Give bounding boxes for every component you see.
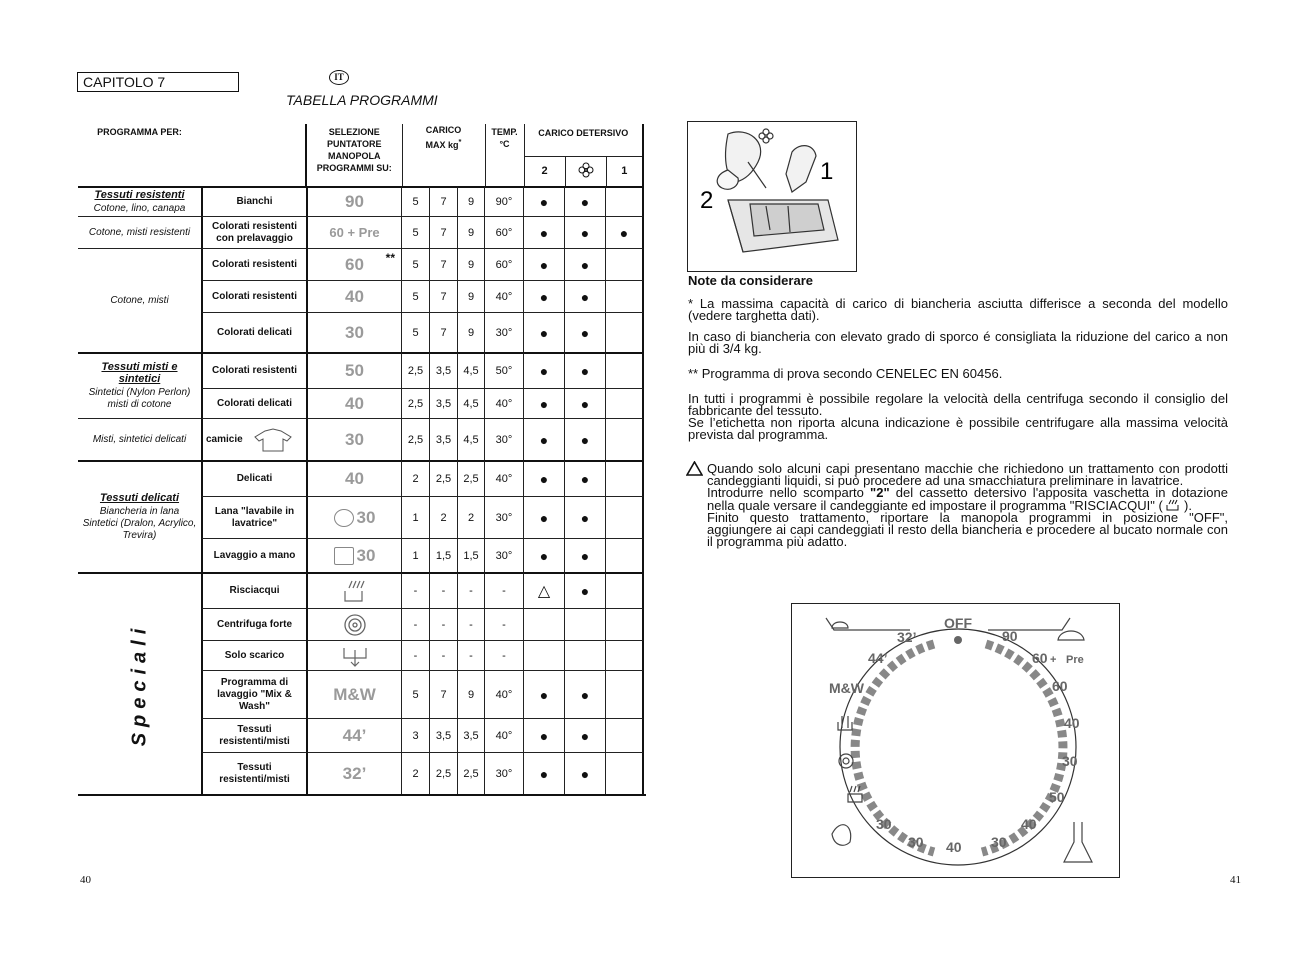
hand-wash-icon [334,547,354,565]
fabric-label: Colorati resistenti [211,365,298,376]
load-max: 2,5 [458,460,485,496]
dial-40: 40 [1064,715,1080,731]
category-7 [78,572,201,794]
header-load: CARICO MAX kg* [402,124,485,186]
figure-label-2: 2 [700,187,714,214]
selection-cell [306,496,402,538]
temperature: 30° [485,752,524,794]
selection-cell [306,312,402,352]
detergent-1 [606,718,644,752]
dial-90: 90 [1002,628,1018,644]
detergent-flower: ● [565,460,606,496]
category-title: Tessuti misti e sintetici [101,361,178,385]
program-dial-diagram [791,603,1120,878]
load-max: - [458,640,485,670]
fabric-cell [201,280,306,312]
category-text: Sintetici (Nylon Perlon) misti di cotone [88,387,191,410]
load-mid: - [430,640,458,670]
fabric-cell [201,186,306,216]
fabric-cell [201,496,306,538]
fabric-cell [201,312,306,352]
header-selection: SELEZIONE PUNTATORE MANOPOLA PROGRAMMI SU: [306,124,402,186]
load-max: - [458,608,485,640]
detergent-2: ● [524,538,565,572]
dial-40b: 40 [1021,816,1037,832]
fabric-label: Risciacqui [229,585,280,596]
detergent-2: ● [524,460,565,496]
category-5 [78,418,201,460]
dial-position: 40 [345,469,364,488]
load-min: 3 [402,718,430,752]
load-max: - [458,572,485,608]
fabric-label: Colorati delicati [216,326,292,338]
detergent-2: ● [524,280,565,312]
detergent-flower: ● [565,280,606,312]
detergent-2: ● [524,418,565,460]
rinse-icon [342,579,368,603]
fabric-cell [201,418,306,460]
dial-30b: 30 [991,834,1007,850]
language-badge: IT [329,70,349,85]
load-mid: 1,5 [430,538,458,572]
load-min: 1 [402,496,430,538]
dial-30: 30 [1062,753,1078,769]
warning-block: Quando solo alcuni capi presentano macchie che richiedono un trattamento con prodotti candeggianti liquidi, si può procedere ad una smacchiatura preliminare in lavatrice. Introdurre nello scomparto "2" del cassetto detersivo l'apposita vaschetta in dotazione nella quale versare il candeggiante ed impostare il programma "RISCIACQUI" ( ). Finito questo trattamento, riportare la manopola programmi in posizione "OFF", aggiungere ai capi candeggiati il resto della biancheria e procedere al bucato normale con il programma più adatto. [688,463,1228,548]
load-mid: 3,5 [430,418,458,460]
chapter-label: CAPITOLO 7 [77,72,239,92]
detergent-flower: ● [565,538,606,572]
detergent-flower: ● [565,670,606,718]
fabric-label: Tessuti resistenti/misti [219,761,290,785]
load-mid: - [430,608,458,640]
load-min: - [402,608,430,640]
dial-position: 60 [345,254,364,274]
load-max: 9 [458,216,485,248]
flower-icon [565,156,606,186]
detergent-1 [606,608,644,640]
fabric-cell [201,352,306,388]
selection-cell [306,572,402,608]
fabric-cell [201,388,306,418]
dial-position: 50 [345,361,364,380]
detergent-1 [606,640,644,670]
detergent-1 [606,496,644,538]
selection-cell [306,352,402,388]
detergent-flower: ● [565,388,606,418]
category-2 [78,216,201,248]
selection-cell [306,670,402,718]
dial-position: M&W [333,684,376,704]
temperature: 60° [485,248,524,280]
fabric-label: camicie [206,433,243,445]
fabric-cell [201,248,306,280]
table-title: TABELLA PROGRAMMI [286,92,438,108]
load-max: 4,5 [458,418,485,460]
detergent-drawer-illustration [687,121,857,272]
shirt-icon [251,427,295,453]
detergent-flower: ● [565,186,606,216]
page-number-right: 41 [1230,874,1241,886]
dial-60pre: 60 [1032,650,1048,666]
detergent-flower: ● [565,752,606,794]
fabric-label: Colorati delicati [216,397,292,409]
load-max: 9 [458,186,485,216]
header-detergent: CARICO DETERSIVO [524,124,643,156]
category-text: Cotone, lino, canapa [93,203,186,214]
figure-label-1: 1 [820,158,834,185]
selection-cell [306,608,402,640]
load-mid: 7 [430,248,458,280]
dial-32: 32’ [897,629,917,645]
temperature: - [485,572,524,608]
fabric-cell [201,216,306,248]
notes-heading: Note da considerare [688,273,813,288]
detergent-1 [606,670,644,718]
detergent-flower: ● [565,352,606,388]
detergent-flower: ● [565,312,606,352]
category-title: Tessuti resistenti [94,189,185,201]
detergent-flower: ● [565,216,606,248]
load-mid: 7 [430,216,458,248]
dial-pre: Pre [1066,654,1084,666]
category-3 [78,248,201,352]
category-text: Misti, sintetici delicati [92,433,187,445]
program-table [78,124,644,187]
dial-plus: + [1050,654,1057,666]
detergent-2: ● [524,718,565,752]
load-min: 2,5 [402,388,430,418]
detergent-2: ● [524,186,565,216]
load-min: 2,5 [402,352,430,388]
detergent-flower: ● [565,248,606,280]
fabric-label: Lana "lavabile in lavatrice" [214,505,295,529]
detergent-2: ● [524,752,565,794]
fabric-cell [201,670,306,718]
detergent-flower: ● [565,572,606,608]
detergent-1 [606,418,644,460]
dial-position: 40 [345,286,364,306]
dial-position: 60 + Pre [329,225,380,240]
dial-position: 30 [345,429,364,449]
selection-cell [306,418,402,460]
table-bottom-rule [78,794,646,796]
temperature: 50° [485,352,524,388]
dial-50: 50 [1049,789,1065,805]
fabric-label: Bianchi [236,196,273,207]
fabric-cell [201,752,306,794]
load-mid: 7 [430,670,458,718]
detergent-flower: ● [565,418,606,460]
dial-position: 44’ [342,725,367,745]
load-max: 2,5 [458,752,485,794]
selection-cell [306,248,402,280]
detergent-2 [524,572,565,608]
detergent-2: ● [524,312,565,352]
detergent-flower [565,608,606,640]
category-text: Cotone, misti [110,294,169,306]
dial-40c: 40 [946,839,962,855]
fabric-label: Colorati resistenti con prelavaggio [211,220,298,244]
dial-position: 30 [356,545,376,565]
selection-cell [306,718,402,752]
load-mid: 3,5 [430,352,458,388]
detergent-compartment-1: 1 [606,156,643,186]
detergent-2: ● [524,670,565,718]
category-text: Speciali [128,622,151,746]
category-title: Tessuti delicati [99,492,180,504]
test-marker: ** [385,251,395,265]
load-mid: 7 [430,186,458,216]
temperature: 60° [485,216,524,248]
load-mid: 2 [430,496,458,538]
temperature: 90° [485,186,524,216]
category-1 [78,186,201,216]
detergent-compartment-2: 2 [524,156,565,186]
detergent-2: ● [524,352,565,388]
notes-section [688,275,1228,548]
detergent-1 [606,752,644,794]
temperature: - [485,640,524,670]
detergent-1 [606,280,644,312]
load-min: 2 [402,752,430,794]
detergent-1: ● [606,216,644,248]
selection-cell [306,216,402,248]
temperature: - [485,608,524,640]
load-max: 9 [458,312,485,352]
load-mid: 3,5 [430,388,458,418]
detergent-2: ● [524,388,565,418]
fabric-cell [201,460,306,496]
load-max: 9 [458,248,485,280]
load-mid: 7 [430,280,458,312]
load-min: 1 [402,538,430,572]
temperature: 30° [485,538,524,572]
dial-44: 44’ [868,650,888,666]
load-max: 3,5 [458,718,485,752]
fabric-label: Colorati resistenti [211,290,298,302]
fabric-label: Programma di lavaggio "Mix & Wash" [217,676,292,712]
load-max: 9 [458,280,485,312]
selection-cell [306,388,402,418]
table-body [78,186,644,794]
dial-position: 40 [345,393,364,413]
selection-cell [306,460,402,496]
fabric-cell [201,538,306,572]
detergent-2 [524,608,565,640]
detergent-1 [606,186,644,216]
fabric-label: Centrifuga forte [217,618,292,630]
selection-cell [306,752,402,794]
load-max: 1,5 [458,538,485,572]
temperature: 40° [485,388,524,418]
note-dirty: In caso di biancheria con elevato grado di sporco é consigliata la riduzione del carico a non più di 3/4 kg. [688,329,1228,356]
fabric-label: Colorati resistenti [211,258,298,270]
temperature: 30° [485,312,524,352]
load-max: 4,5 [458,388,485,418]
detergent-1 [606,248,644,280]
selection-cell [306,538,402,572]
spin-icon [342,613,368,637]
selection-cell [306,640,402,670]
fabric-label: Tessuti resistenti/misti [219,723,290,747]
category-text: Biancheria in lana Sintetici (Dralon, Acrylico, Trevira) [82,506,197,541]
detergent-1 [606,352,644,388]
fabric-cell [201,640,306,670]
load-min: 5 [402,280,430,312]
note-capacity: * La massima capacità di carico di biancheria asciutta differisce a seconda del modello (vedere targhetta dati). [688,296,1228,323]
detergent-2: ● [524,248,565,280]
dial-position: 30 [345,322,364,342]
note-test: ** Programma di prova secondo CENELEC EN 60456. [688,366,1003,381]
dial-position: 32’ [342,763,367,783]
temperature: 40° [485,670,524,718]
warning-triangle-icon [686,461,703,476]
warning-triangle-icon: △ [537,583,551,600]
drain-icon [342,644,368,668]
page-number-left: 40 [80,874,91,886]
header-temp: TEMP. °C [485,124,524,186]
load-mid: 7 [430,312,458,352]
load-min: 5 [402,312,430,352]
fabric-label: Lavaggio a mano [213,549,296,561]
selection-cell [306,186,402,216]
load-min: 5 [402,186,430,216]
category-6 [78,460,201,572]
detergent-2 [524,640,565,670]
fabric-cell [201,608,306,640]
load-min: 5 [402,670,430,718]
category-4 [78,352,201,418]
dial-mw: M&W [829,680,864,696]
category-text: Cotone, misti resistenti [88,226,191,238]
load-max: 4,5 [458,352,485,388]
dial-60: 60 [1052,678,1068,694]
note-spin: In tutti i programmi è possibile regolare la velocità della centrifuga secondo il consiglio del fabbricante del tessuto. Se l’etichetta non riporta alcuna indicazione è possibile centrifugare alla massima velocità prevista dal programma. [688,391,1228,442]
header-program-for: PROGRAMMA PER: [97,127,182,137]
temperature: 30° [485,496,524,538]
load-min: 5 [402,248,430,280]
dial-position: 30 [356,507,376,527]
temperature: 30° [485,418,524,460]
detergent-flower [565,640,606,670]
load-min: 5 [402,216,430,248]
temperature: 40° [485,718,524,752]
fabric-label: Delicati [236,473,273,484]
detergent-1 [606,388,644,418]
load-min: 2 [402,460,430,496]
detergent-flower: ● [565,496,606,538]
temperature: 40° [485,460,524,496]
load-max: 9 [458,670,485,718]
wool-icon [334,509,354,527]
load-max: 2 [458,496,485,538]
dial-30c: 30 [908,834,924,850]
detergent-1 [606,538,644,572]
load-min: - [402,572,430,608]
detergent-2: ● [524,216,565,248]
selection-cell [306,280,402,312]
load-mid: 2,5 [430,460,458,496]
load-mid: 3,5 [430,718,458,752]
detergent-1 [606,312,644,352]
temperature: 40° [485,280,524,312]
load-mid: - [430,572,458,608]
fabric-label: Solo scarico [224,649,285,661]
detergent-1 [606,460,644,496]
detergent-1 [606,572,644,608]
detergent-2: ● [524,496,565,538]
dial-position: 90 [345,192,364,211]
dial-30d: 30 [876,816,892,832]
detergent-flower: ● [565,718,606,752]
load-min: 2,5 [402,418,430,460]
load-mid: 2,5 [430,752,458,794]
fabric-cell [201,718,306,752]
dial-off: OFF [944,615,972,631]
load-min: - [402,640,430,670]
fabric-cell [201,572,306,608]
